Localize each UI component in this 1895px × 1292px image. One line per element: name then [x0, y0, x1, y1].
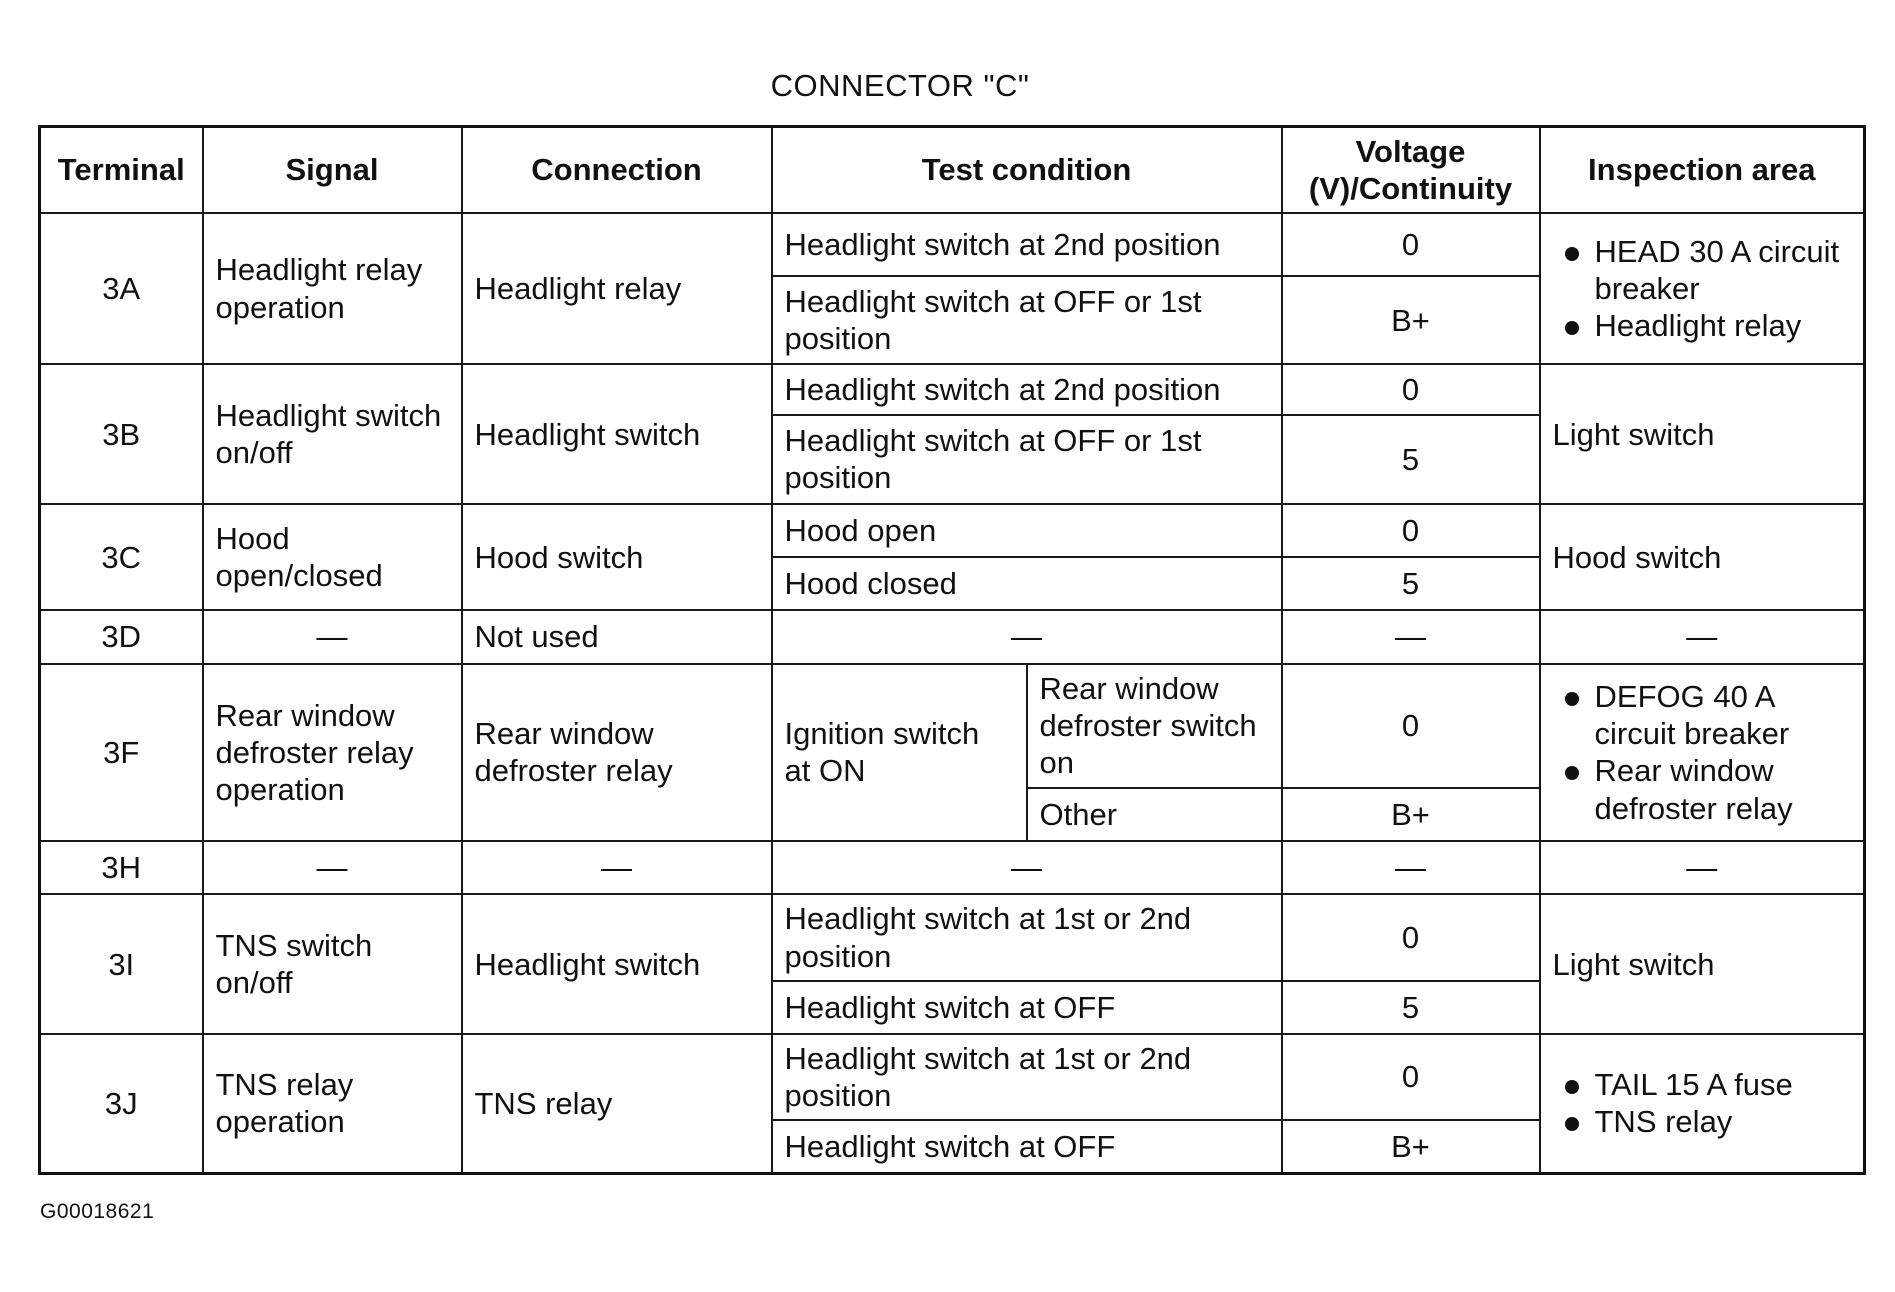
list-item: Rear window defroster relay — [1553, 752, 1852, 826]
header-voltage: Voltage (V)/Continuity — [1282, 127, 1540, 213]
signal-cell: — — [203, 841, 462, 894]
inspection-cell: Light switch — [1540, 894, 1865, 1034]
test-condition-cell: — — [772, 610, 1282, 663]
connection-cell: Rear window defroster relay — [462, 664, 772, 842]
list-item: Headlight relay — [1553, 307, 1852, 344]
header-signal: Signal — [203, 127, 462, 213]
test-condition-cell: — — [772, 841, 1282, 894]
voltage-cell: 0 — [1282, 504, 1540, 557]
test-condition-cell: Headlight switch at 1st or 2nd position — [772, 1034, 1282, 1120]
voltage-cell: B+ — [1282, 276, 1540, 364]
voltage-cell: 0 — [1282, 664, 1540, 788]
test-condition-cell: Headlight switch at 2nd position — [772, 364, 1282, 414]
voltage-cell: 0 — [1282, 1034, 1540, 1120]
voltage-cell: 0 — [1282, 894, 1540, 980]
list-item: TNS relay — [1553, 1103, 1852, 1140]
terminal-cell: 3B — [40, 364, 203, 504]
voltage-cell: — — [1282, 610, 1540, 663]
header-connection: Connection — [462, 127, 772, 213]
connection-cell: TNS relay — [462, 1034, 772, 1174]
inspection-cell — [1540, 213, 1865, 365]
test-condition-cell: Hood open — [772, 504, 1282, 557]
test-condition-sub-cell: Rear window defroster switch on — [1027, 664, 1282, 788]
signal-cell: TNS relay operation — [203, 1034, 462, 1174]
signal-cell: Rear window defroster relay operation — [203, 664, 462, 842]
connection-cell: Headlight switch — [462, 894, 772, 1034]
test-condition-sub-cell: Other — [1027, 788, 1282, 841]
terminal-cell: 3D — [40, 610, 203, 663]
connection-cell: Hood switch — [462, 504, 772, 610]
table-row — [40, 894, 1865, 980]
inspection-cell: Light switch — [1540, 364, 1865, 504]
table-row — [40, 504, 1865, 557]
connector-table — [38, 125, 1866, 1175]
connection-cell: — — [462, 841, 772, 894]
terminal-cell: 3J — [40, 1034, 203, 1174]
voltage-cell: — — [1282, 841, 1540, 894]
connection-cell: Not used — [462, 610, 772, 663]
connection-cell: Headlight switch — [462, 364, 772, 504]
test-condition-cell: Headlight switch at 2nd position — [772, 213, 1282, 276]
table-row — [40, 213, 1865, 276]
test-condition-cell: Headlight switch at OFF — [772, 981, 1282, 1034]
list-item: DEFOG 40 A circuit breaker — [1553, 678, 1852, 752]
test-condition-main-cell: Ignition switch at ON — [772, 664, 1027, 842]
inspection-cell — [1540, 1034, 1865, 1174]
table-row — [40, 364, 1865, 414]
signal-cell: Headlight switch on/off — [203, 364, 462, 504]
test-condition-cell: Hood closed — [772, 557, 1282, 610]
inspection-list — [1553, 678, 1852, 827]
header-terminal: Terminal — [40, 127, 203, 213]
test-condition-cell: Headlight switch at 1st or 2nd position — [772, 894, 1282, 980]
inspection-cell: — — [1540, 610, 1865, 663]
table-row — [40, 610, 1865, 663]
connection-cell: Headlight relay — [462, 213, 772, 365]
inspection-list — [1553, 233, 1852, 345]
header-test-condition: Test condition — [772, 127, 1282, 213]
voltage-cell: 0 — [1282, 364, 1540, 414]
header-inspection-area: Inspection area — [1540, 127, 1865, 213]
table-row — [40, 664, 1865, 788]
connector-title: CONNECTOR "C" — [770, 68, 1030, 103]
test-condition-cell: Headlight switch at OFF or 1st position — [772, 415, 1282, 504]
voltage-cell: 5 — [1282, 415, 1540, 504]
voltage-cell: 5 — [1282, 981, 1540, 1034]
voltage-cell: 0 — [1282, 213, 1540, 276]
list-item: HEAD 30 A circuit breaker — [1553, 233, 1852, 307]
table-row — [40, 841, 1865, 894]
signal-cell: TNS switch on/off — [203, 894, 462, 1034]
terminal-cell: 3I — [40, 894, 203, 1034]
test-condition-cell: Headlight switch at OFF — [772, 1120, 1282, 1173]
terminal-cell: 3A — [40, 213, 203, 365]
voltage-cell: B+ — [1282, 788, 1540, 841]
figure-id: G00018621 — [40, 1200, 155, 1223]
inspection-cell: — — [1540, 841, 1865, 894]
inspection-cell: Hood switch — [1540, 504, 1865, 610]
signal-cell: Headlight relay operation — [203, 213, 462, 365]
test-condition-cell: Headlight switch at OFF or 1st position — [772, 276, 1282, 364]
signal-cell: Hood open/closed — [203, 504, 462, 610]
terminal-cell: 3C — [40, 504, 203, 610]
terminal-cell: 3H — [40, 841, 203, 894]
list-item: TAIL 15 A fuse — [1553, 1066, 1852, 1103]
table-row — [40, 1034, 1865, 1120]
inspection-cell — [1540, 664, 1865, 842]
signal-cell: — — [203, 610, 462, 663]
header-row — [40, 127, 1865, 213]
voltage-cell: B+ — [1282, 1120, 1540, 1173]
terminal-cell: 3F — [40, 664, 203, 842]
voltage-cell: 5 — [1282, 557, 1540, 610]
inspection-list — [1553, 1066, 1852, 1140]
